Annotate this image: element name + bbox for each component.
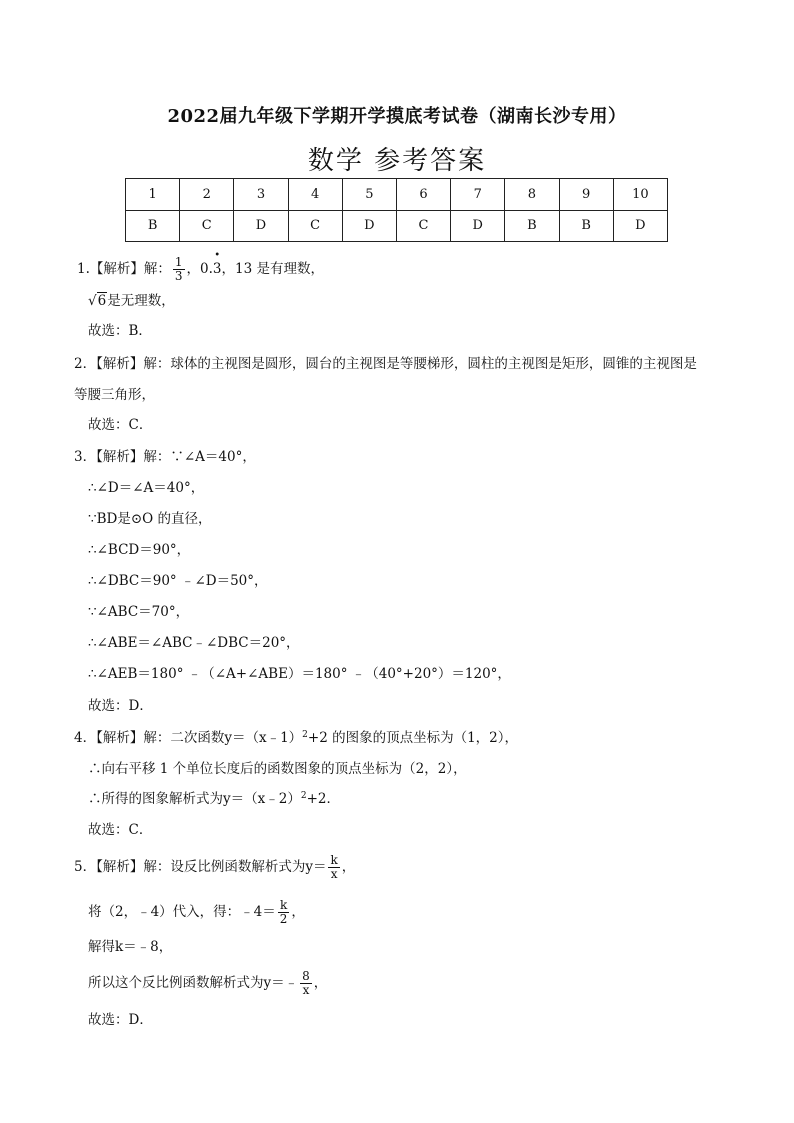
q4-line-3: ∴所得的图象解析式为y＝（x﹣2）$^2$+2． xyxy=(88,791,340,807)
question-number-cell: 2 xyxy=(180,179,234,211)
question-number-cell: 7 xyxy=(451,179,505,211)
q3-line-4: ∴∠BCD＝90°， xyxy=(88,542,191,558)
q3-line-1: 3．【解析】解：∵∠A＝40°， xyxy=(74,449,256,465)
q5-fraction-1: $\frac{k}{x}$ xyxy=(330,853,338,881)
q3-line-6: ∵∠ABC＝70°， xyxy=(88,604,190,620)
q1-fraction: $\frac{1}{3}$ xyxy=(174,255,183,283)
q3-line-2: ∴∠D＝∠A＝40°， xyxy=(88,480,205,496)
q5-fraction-2: $\frac{k}{2}$ xyxy=(279,898,288,926)
q3-line-7: ∴∠ABE＝∠ABC﹣∠DBC＝20°， xyxy=(88,635,300,651)
question-number-cell: 3 xyxy=(234,179,288,211)
q3-line-8: ∴∠AEB＝180° ﹣（∠A+∠ABE）＝180° ﹣（40°+20°）＝120°， xyxy=(88,666,511,682)
q2-line-1: 2．【解析】解：球体的主视图是圆形，圆台的主视图是等腰梯形，圆柱的主视图是矩形，圆锥的主视图是 xyxy=(74,356,697,372)
answer-row xyxy=(126,210,668,242)
q4-line-2: ∴向右平移 1 个单位长度后的函数图象的顶点坐标为（2，2）， xyxy=(88,761,467,777)
question-number-cell: 10 xyxy=(613,179,667,211)
question-number-cell: 5 xyxy=(342,179,396,211)
q5-line-3: 解得k＝﹣8， xyxy=(88,939,173,955)
question-number-row xyxy=(126,179,668,211)
question-number-cell: 4 xyxy=(288,179,342,211)
question-number-cell: 9 xyxy=(559,179,613,211)
q2-conclusion: 故选：C． xyxy=(88,417,153,433)
q5-fraction-3: $\frac{8}{x}$ xyxy=(302,969,310,997)
answer-cell: C xyxy=(288,210,342,242)
question-number-cell: 8 xyxy=(505,179,559,211)
q1-line-1: 1.【解析】解： $\frac{1}{3}$ ，0. • 3，13 是有理数， xyxy=(77,250,324,283)
q5-conclusion: 故选：D． xyxy=(88,1012,153,1028)
q3-line-3: ∵BD是⊙O 的直径， xyxy=(88,511,212,527)
q4-line-1: 4．【解析】解：二次函数y＝（x﹣1）$^2$+2 的图象的顶点坐标为（1，2）， xyxy=(74,730,519,746)
q5-line-1: 5．【解析】解：设反比例函数解析式为y＝ $\frac{k}{x}$ ， xyxy=(74,853,356,881)
answer-cell: C xyxy=(180,210,234,242)
q3-line-5: ∴∠DBC＝90° ﹣∠D＝50°， xyxy=(88,573,268,589)
answer-cell: B xyxy=(126,210,180,242)
answer-cell: D xyxy=(451,210,505,242)
answer-cell: B xyxy=(559,210,613,242)
q5-line-4: 所以这个反比例函数解析式为y＝﹣ $\frac{8}{x}$ ， xyxy=(88,969,328,997)
answer-cell: D xyxy=(342,210,396,242)
exam-title: 2022届九年级下学期开学摸底考试卷（湖南长沙专用） xyxy=(167,106,627,127)
answer-cell: D xyxy=(234,210,288,242)
q3-conclusion: 故选：D． xyxy=(88,698,153,714)
answer-cell: B xyxy=(505,210,559,242)
q1-line-2: √6是无理数， xyxy=(88,293,175,309)
q5-line-2: 将（2，﹣4）代入，得：﹣4＝ $\frac{k}{2}$ ， xyxy=(88,898,305,926)
q1-sqrt: √6 xyxy=(88,293,107,309)
answer-table xyxy=(125,178,668,242)
question-number-cell: 1 xyxy=(126,179,180,211)
answer-cell: C xyxy=(396,210,450,242)
q4-conclusion: 故选：C． xyxy=(88,822,153,838)
q1-prefix: 1.【解析】解： xyxy=(77,261,171,277)
answer-cell: D xyxy=(613,210,667,242)
question-number-cell: 6 xyxy=(396,179,450,211)
q1-repeating-decimal: • 3 xyxy=(212,250,222,277)
q1-conclusion: 故选：B． xyxy=(88,323,152,339)
q2-line-2: 等腰三角形， xyxy=(74,387,155,403)
answer-key-heading: 数学 参考答案 xyxy=(307,146,487,176)
